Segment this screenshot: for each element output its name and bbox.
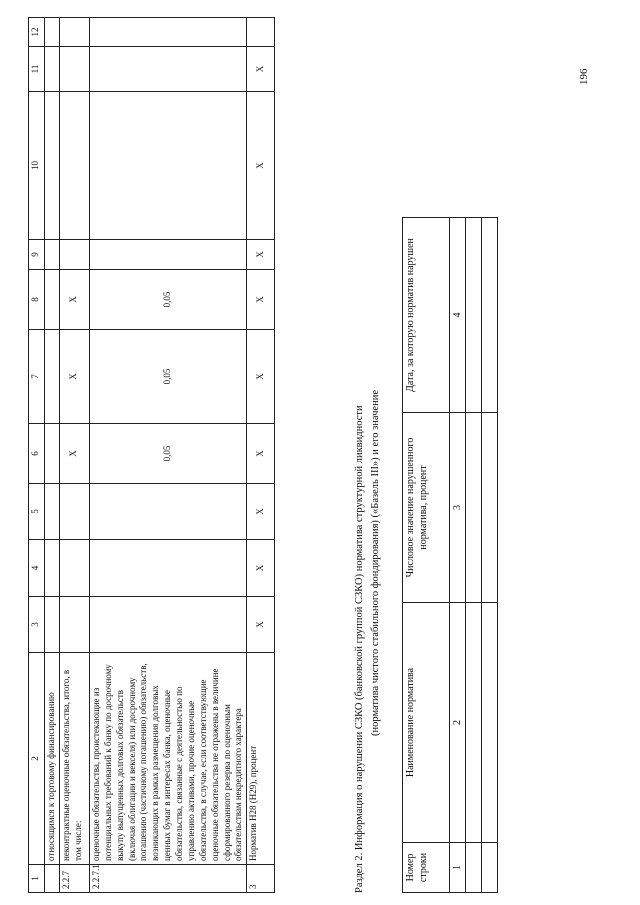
col-number: 4	[29, 540, 45, 597]
cell	[45, 540, 60, 597]
row-text: относящимся к торговому финансированию	[45, 653, 60, 865]
cell	[59, 540, 89, 597]
cell: X	[247, 540, 275, 597]
row-text: неконтрактные оценочные обязательства, итого, в том числе:	[59, 653, 89, 865]
violation-table	[402, 217, 498, 893]
cell	[45, 484, 60, 540]
cell: X	[247, 330, 275, 424]
col-number: 5	[29, 484, 45, 540]
row-number: 3	[247, 865, 275, 893]
col-number: 12	[29, 18, 45, 47]
col-number: 9	[29, 240, 45, 270]
cell	[466, 218, 482, 413]
section-2-title	[352, 233, 384, 893]
cell: 0,05	[89, 270, 246, 330]
cell: 0,05	[89, 424, 246, 484]
cell	[59, 240, 89, 270]
row-text: Норматив Н28 (Н29), процент	[247, 653, 275, 865]
cell: X	[59, 424, 89, 484]
table-row	[247, 18, 275, 893]
cell	[45, 597, 60, 653]
table-header-row	[403, 218, 450, 893]
table-row	[89, 18, 246, 893]
cell: X	[247, 270, 275, 330]
table-row	[482, 218, 498, 893]
column-header: Числовое значение нарушенного норматива, процент	[403, 413, 450, 603]
cell	[466, 843, 482, 893]
col-number: 4	[450, 218, 466, 413]
table-row	[45, 18, 60, 893]
page-number: 196	[578, 68, 590, 85]
col-number: 2	[29, 653, 45, 865]
cell	[89, 92, 246, 240]
cell: 0,05	[89, 330, 246, 424]
cell: X	[247, 47, 275, 92]
cell	[466, 413, 482, 603]
cell	[89, 18, 246, 47]
col-number: 7	[29, 330, 45, 424]
cell	[45, 92, 60, 240]
cell	[45, 18, 60, 47]
cell	[59, 597, 89, 653]
cell	[482, 603, 498, 843]
cell: X	[247, 484, 275, 540]
cell: X	[247, 597, 275, 653]
cell	[59, 47, 89, 92]
cell	[89, 484, 246, 540]
row-number: 2.2.7	[59, 865, 89, 893]
section-title-line: Раздел 2. Информация о нарушении СЗКО (банковской группой СЗКО) норматива структурной ликвидности	[354, 405, 365, 893]
cell	[89, 47, 246, 92]
column-number-row	[29, 18, 45, 893]
cell	[482, 413, 498, 603]
cell	[45, 330, 60, 424]
cell	[89, 597, 246, 653]
cell: X	[247, 424, 275, 484]
column-header: Номер строки	[403, 843, 450, 893]
cell	[482, 843, 498, 893]
cell	[466, 603, 482, 843]
cell	[45, 424, 60, 484]
section-title-line: (норматива чистого стабильного фондирования) («Базель III») и его значение	[369, 390, 381, 736]
col-number: 10	[29, 92, 45, 240]
cell	[89, 240, 246, 270]
col-number: 2	[450, 603, 466, 843]
cell	[482, 218, 498, 413]
cell	[45, 47, 60, 92]
norms-table	[28, 17, 275, 893]
col-number: 3	[450, 413, 466, 603]
cell: X	[247, 240, 275, 270]
col-number: 3	[29, 597, 45, 653]
column-number-row	[450, 218, 466, 893]
cell	[247, 18, 275, 47]
row-text: оценочные обязательства, проистекающие из потенциальных требований к банку по досрочному выкупу выпущенных долговых обязательств (включая облигации и векселя) или досрочному погашению (частичному погашению) обязательств, возникающих в рамках размещения долговых ценных бумаг в интересах банка, оценочные обязательства, связанные с деятельностью по управлению активами, прочие оценочные обязательства, в случае, если соответствующие оценочные обязательства не отражены в величине сформированного резерва по оценочным обязательствам некредитного характера	[89, 653, 246, 865]
col-number: 11	[29, 47, 45, 92]
row-number: 2.2.7.1	[89, 865, 246, 893]
col-number: 1	[29, 865, 45, 893]
cell	[89, 540, 246, 597]
cell: X	[59, 270, 89, 330]
row-number	[45, 865, 60, 893]
cell	[45, 270, 60, 330]
cell	[59, 92, 89, 240]
cell: X	[247, 92, 275, 240]
col-number: 8	[29, 270, 45, 330]
cell	[59, 484, 89, 540]
col-number: 6	[29, 424, 45, 484]
cell	[59, 18, 89, 47]
cell: X	[59, 330, 89, 424]
column-header: Дата, за которую норматив нарушен	[403, 218, 450, 413]
col-number: 1	[450, 843, 466, 893]
cell	[45, 240, 60, 270]
column-header: Наименование норматива	[403, 603, 450, 843]
table-row	[59, 18, 89, 893]
table-row	[466, 218, 482, 893]
